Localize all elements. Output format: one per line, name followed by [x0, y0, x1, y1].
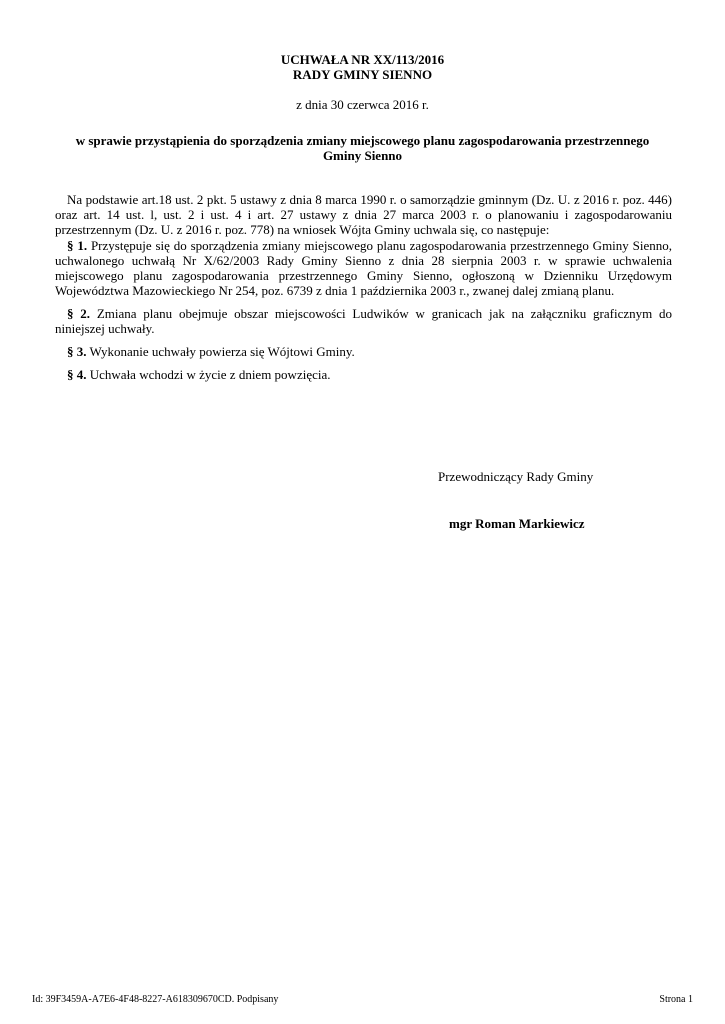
paragraph-4-number: § 4. [67, 367, 87, 382]
footer-document-id: Id: 39F3459A-A7E6-4F48-8227-A618309670CD. Podpisany [32, 994, 279, 1005]
document-date: z dnia 30 czerwca 2016 r. [296, 97, 429, 112]
paragraph-1 [55, 238, 672, 298]
paragraph-3-number: § 3. [67, 344, 87, 359]
document-body [55, 192, 672, 390]
paragraph-1-text: Przystępuje się do sporządzenia zmiany miejscowego planu zagospodarowania przestrzennego Gminy Sienno, uchwalonego uchwałą Nr X/62/2003 Rady Gminy Sienno z dnia 28 sierpnia 2003 r. w sprawie uchwalenia miejscowego planu zagospodarowania przestrzennego Gminy Sienno, ogłoszoną w Dzienniku Urzędowym Województwa Mazowieckiego Nr 254, poz. 6739 z dnia 1 października 2003 r., zwanej dalej zmianą planu. [55, 238, 673, 298]
paragraph-4-text: Uchwała wchodzi w życie z dniem powzięcia. [86, 367, 331, 382]
document-title-line1: UCHWAŁA NR XX/113/2016 [280, 52, 445, 67]
document-subject: w sprawie przystąpienia do sporządzenia zmiany miejscowego planu zagospodarowania przestrzennego Gminy Sienno [75, 133, 650, 163]
paragraph-1-number: § 1. [67, 238, 88, 253]
paragraph-3 [55, 344, 672, 359]
footer-page-number: Strona 1 [659, 994, 693, 1005]
paragraph-2-number: § 2. [67, 306, 91, 321]
signature-role: Przewodniczący Rady Gminy [438, 469, 594, 484]
signature-name: mgr Roman Markiewicz [449, 516, 585, 531]
paragraph-3-text: Wykonanie uchwały powierza się Wójtowi Gminy. [86, 344, 355, 359]
paragraph-4 [55, 367, 672, 382]
paragraph-2 [55, 306, 672, 336]
preamble-paragraph: Na podstawie art.18 ust. 2 pkt. 5 ustawy z dnia 8 marca 1990 r. o samorządzie gminnym (Dz. U. z 2016 r. poz. 446) oraz art. 14 ust. l, ust. 2 i ust. 4 i art. 27 ustawy z dnia 27 marca 2003 r. o planowaniu i zagospodarowaniu przestrzennym (Dz. U. z 2016 r. poz. 778) na wniosek Wójta Gminy uchwala się, co następuje: [55, 192, 672, 237]
document-title-line2: RADY GMINY SIENNO [292, 67, 433, 82]
paragraph-2-text: Zmiana planu obejmuje obszar miejscowości Ludwików w granicach jak na załączniku graficznym do niniejszej uchwały. [55, 306, 672, 336]
